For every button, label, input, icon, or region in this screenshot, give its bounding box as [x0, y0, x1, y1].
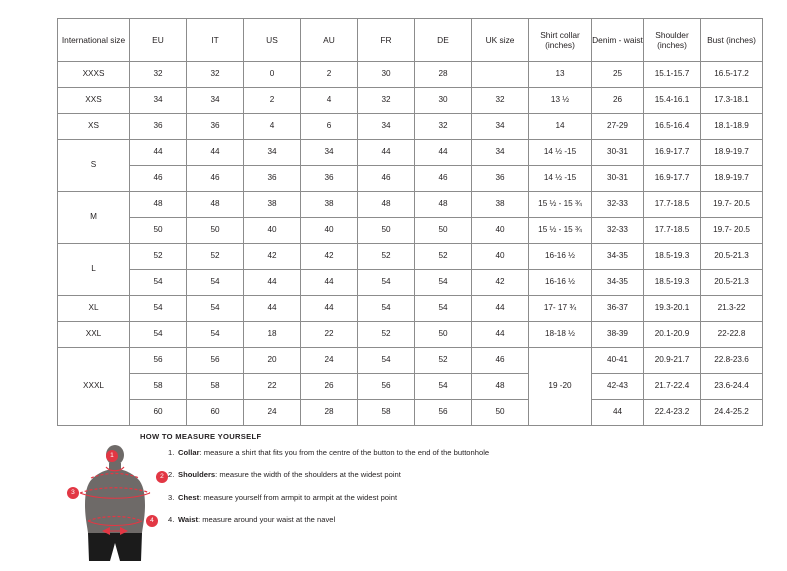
- cell-it: 58: [187, 374, 244, 400]
- cell-denim-waist: 26: [592, 88, 644, 114]
- cell-denim-waist: 34-35: [592, 270, 644, 296]
- column-header-shoulder: Shoulder (inches): [644, 19, 701, 62]
- item-text: : measure around your waist at the navel: [197, 515, 336, 525]
- table-row: [58, 166, 763, 192]
- cell-it: 56: [187, 348, 244, 374]
- cell-it: 54: [187, 322, 244, 348]
- callout-2: 2: [156, 471, 168, 483]
- cell-bust: 18.9-19.7: [701, 140, 763, 166]
- cell-eu: 58: [130, 374, 187, 400]
- cell-shirt-collar: 18-18 ½: [529, 322, 592, 348]
- cell-international-size: M: [58, 192, 130, 244]
- cell-shoulder: 18.5-19.3: [644, 270, 701, 296]
- cell-us: 44: [244, 296, 301, 322]
- cell-eu: 54: [130, 296, 187, 322]
- cell-it: 60: [187, 400, 244, 426]
- cell-denim-waist: 40-41: [592, 348, 644, 374]
- cell-eu: 52: [130, 244, 187, 270]
- cell-shirt-collar: 15 ½ - 15 ¾: [529, 218, 592, 244]
- table-row: [58, 88, 763, 114]
- cell-it: 34: [187, 88, 244, 114]
- cell-denim-waist: 42-43: [592, 374, 644, 400]
- item-number: 3.: [168, 492, 175, 502]
- cell-fr: 30: [358, 62, 415, 88]
- cell-eu: 54: [130, 322, 187, 348]
- list-item: [168, 448, 638, 458]
- cell-eu: 60: [130, 400, 187, 426]
- cell-bust: 22.8-23.6: [701, 348, 763, 374]
- cell-uk-size: 50: [472, 400, 529, 426]
- cell-bust: 20.5-21.3: [701, 244, 763, 270]
- cell-it: 36: [187, 114, 244, 140]
- cell-eu: 54: [130, 270, 187, 296]
- cell-us: 20: [244, 348, 301, 374]
- cell-shoulder: 21.7-22.4: [644, 374, 701, 400]
- cell-fr: 54: [358, 296, 415, 322]
- cell-denim-waist: 32-33: [592, 192, 644, 218]
- cell-shirt-collar: 14: [529, 114, 592, 140]
- cell-bust: 22-22.8: [701, 322, 763, 348]
- cell-fr: 48: [358, 192, 415, 218]
- cell-uk-size: [472, 62, 529, 88]
- cell-shirt-collar: 19 -20: [529, 348, 592, 426]
- cell-denim-waist: 36-37: [592, 296, 644, 322]
- cell-de: 32: [415, 114, 472, 140]
- cell-de: 54: [415, 374, 472, 400]
- cell-de: 52: [415, 244, 472, 270]
- cell-denim-waist: 34-35: [592, 244, 644, 270]
- cell-shoulder: 16.9-17.7: [644, 140, 701, 166]
- column-header-it: IT: [187, 19, 244, 62]
- cell-eu: 36: [130, 114, 187, 140]
- cell-international-size: XL: [58, 296, 130, 322]
- cell-bust: 18.9-19.7: [701, 166, 763, 192]
- list-item: [168, 493, 638, 503]
- list-item: [168, 515, 638, 525]
- cell-fr: 58: [358, 400, 415, 426]
- callout-4: 4: [146, 515, 158, 527]
- cell-bust: 16.5-17.2: [701, 62, 763, 88]
- cell-fr: 46: [358, 166, 415, 192]
- cell-fr: 54: [358, 270, 415, 296]
- cell-de: 50: [415, 218, 472, 244]
- item-number: 2.: [168, 470, 175, 480]
- cell-international-size: XXXS: [58, 62, 130, 88]
- item-number: 1.: [168, 448, 175, 457]
- cell-shoulder: 18.5-19.3: [644, 244, 701, 270]
- cell-bust: 20.5-21.3: [701, 270, 763, 296]
- cell-fr: 44: [358, 140, 415, 166]
- cell-au: 44: [301, 270, 358, 296]
- cell-de: 54: [415, 270, 472, 296]
- cell-shirt-collar: 13: [529, 62, 592, 88]
- cell-de: 30: [415, 88, 472, 114]
- cell-us: 44: [244, 270, 301, 296]
- cell-uk-size: 34: [472, 140, 529, 166]
- cell-bust: 18.1-18.9: [701, 114, 763, 140]
- item-text: : measure the width of the shoulders at the widest point: [215, 470, 401, 480]
- cell-de: 56: [415, 400, 472, 426]
- column-header-fr: FR: [358, 19, 415, 62]
- cell-shoulder: 20.9-21.7: [644, 348, 701, 374]
- cell-au: 38: [301, 192, 358, 218]
- item-text: : measure yourself from armpit to armpit at the widest point: [199, 492, 398, 502]
- cell-denim-waist: 27-29: [592, 114, 644, 140]
- cell-us: 4: [244, 114, 301, 140]
- table-row: [58, 270, 763, 296]
- cell-eu: 34: [130, 88, 187, 114]
- cell-denim-waist: 38-39: [592, 322, 644, 348]
- cell-it: 50: [187, 218, 244, 244]
- cell-de: 48: [415, 192, 472, 218]
- item-text: : measure a shirt that fits you from the centre of the button to the end of the buttonhole: [199, 448, 490, 457]
- cell-au: 34: [301, 140, 358, 166]
- cell-international-size: S: [58, 140, 130, 192]
- measurement-figure: [60, 443, 170, 566]
- column-header-shirt-collar: Shirt collar (inches): [529, 19, 592, 62]
- cell-bust: 19.7- 20.5: [701, 218, 763, 244]
- column-header-eu: EU: [130, 19, 187, 62]
- cell-fr: 52: [358, 322, 415, 348]
- cell-eu: 50: [130, 218, 187, 244]
- table-row: [58, 140, 763, 166]
- cell-uk-size: 48: [472, 374, 529, 400]
- cell-shoulder: 22.4-23.2: [644, 400, 701, 426]
- cell-fr: 54: [358, 348, 415, 374]
- cell-denim-waist: 44: [592, 400, 644, 426]
- cell-shirt-collar: 13 ½: [529, 88, 592, 114]
- column-header-international-size: International size: [58, 19, 130, 62]
- cell-au: 2: [301, 62, 358, 88]
- callout-1: 1: [106, 450, 118, 462]
- table-row: [58, 62, 763, 88]
- cell-shoulder: 19.3-20.1: [644, 296, 701, 322]
- cell-shirt-collar: 17- 17 ¾: [529, 296, 592, 322]
- cell-us: 38: [244, 192, 301, 218]
- cell-shirt-collar: 16-16 ½: [529, 244, 592, 270]
- cell-us: 22: [244, 374, 301, 400]
- table-header-row: [58, 19, 763, 62]
- list-item: [168, 470, 638, 480]
- cell-us: 34: [244, 140, 301, 166]
- table-row: [58, 218, 763, 244]
- column-header-au: AU: [301, 19, 358, 62]
- cell-shoulder: 16.9-17.7: [644, 166, 701, 192]
- cell-shoulder: 20.1-20.9: [644, 322, 701, 348]
- cell-eu: 56: [130, 348, 187, 374]
- cell-us: 36: [244, 166, 301, 192]
- cell-au: 44: [301, 296, 358, 322]
- cell-au: 24: [301, 348, 358, 374]
- table-row: [58, 348, 763, 374]
- cell-au: 36: [301, 166, 358, 192]
- cell-us: 18: [244, 322, 301, 348]
- column-header-bust: Bust (inches): [701, 19, 763, 62]
- cell-us: 24: [244, 400, 301, 426]
- cell-shoulder: 16.5-16.4: [644, 114, 701, 140]
- cell-uk-size: 36: [472, 166, 529, 192]
- cell-it: 52: [187, 244, 244, 270]
- cell-bust: 23.6-24.4: [701, 374, 763, 400]
- item-number: 4.: [168, 515, 175, 525]
- cell-fr: 52: [358, 244, 415, 270]
- cell-denim-waist: 30-31: [592, 166, 644, 192]
- cell-us: 42: [244, 244, 301, 270]
- cell-shirt-collar: 15 ½ - 15 ¾: [529, 192, 592, 218]
- cell-it: 46: [187, 166, 244, 192]
- cell-bust: 17.3-18.1: [701, 88, 763, 114]
- item-term: Shoulders: [178, 470, 216, 480]
- cell-uk-size: 44: [472, 296, 529, 322]
- cell-it: 54: [187, 296, 244, 322]
- cell-it: 44: [187, 140, 244, 166]
- cell-uk-size: 38: [472, 192, 529, 218]
- cell-uk-size: 40: [472, 244, 529, 270]
- cell-uk-size: 44: [472, 322, 529, 348]
- cell-us: 40: [244, 218, 301, 244]
- table-row: [58, 400, 763, 426]
- cell-us: 2: [244, 88, 301, 114]
- cell-denim-waist: 32-33: [592, 218, 644, 244]
- cell-international-size: XXXL: [58, 348, 130, 426]
- column-header-de: DE: [415, 19, 472, 62]
- measure-instructions-list: [168, 448, 638, 537]
- cell-uk-size: 40: [472, 218, 529, 244]
- table-row: [58, 192, 763, 218]
- cell-shoulder: 15.4-16.1: [644, 88, 701, 114]
- cell-de: 50: [415, 322, 472, 348]
- cell-fr: 34: [358, 114, 415, 140]
- cell-shoulder: 15.1-15.7: [644, 62, 701, 88]
- cell-au: 22: [301, 322, 358, 348]
- cell-eu: 48: [130, 192, 187, 218]
- callout-3: 3: [67, 487, 79, 499]
- cell-eu: 46: [130, 166, 187, 192]
- cell-fr: 56: [358, 374, 415, 400]
- table-row: [58, 296, 763, 322]
- cell-de: 28: [415, 62, 472, 88]
- cell-eu: 44: [130, 140, 187, 166]
- column-header-denim-waist: Denim - waist: [592, 19, 644, 62]
- cell-bust: 19.7- 20.5: [701, 192, 763, 218]
- cell-au: 42: [301, 244, 358, 270]
- column-header-uk-size: UK size: [472, 19, 529, 62]
- cell-de: 46: [415, 166, 472, 192]
- cell-au: 6: [301, 114, 358, 140]
- cell-fr: 32: [358, 88, 415, 114]
- size-chart-table: [57, 18, 763, 426]
- cell-international-size: XXL: [58, 322, 130, 348]
- how-to-measure-title: HOW TO MEASURE YOURSELF: [140, 432, 262, 441]
- cell-au: 40: [301, 218, 358, 244]
- cell-shirt-collar: 16-16 ½: [529, 270, 592, 296]
- cell-denim-waist: 30-31: [592, 140, 644, 166]
- cell-au: 4: [301, 88, 358, 114]
- cell-uk-size: 34: [472, 114, 529, 140]
- cell-eu: 32: [130, 62, 187, 88]
- cell-denim-waist: 25: [592, 62, 644, 88]
- cell-au: 28: [301, 400, 358, 426]
- cell-shoulder: 17.7-18.5: [644, 192, 701, 218]
- cell-bust: 21.3-22: [701, 296, 763, 322]
- table-row: [58, 374, 763, 400]
- cell-uk-size: 42: [472, 270, 529, 296]
- cell-it: 48: [187, 192, 244, 218]
- column-header-us: US: [244, 19, 301, 62]
- cell-de: 54: [415, 296, 472, 322]
- table-row: [58, 244, 763, 270]
- cell-shirt-collar: 14 ½ -15: [529, 166, 592, 192]
- cell-uk-size: 32: [472, 88, 529, 114]
- cell-au: 26: [301, 374, 358, 400]
- cell-uk-size: 46: [472, 348, 529, 374]
- cell-it: 32: [187, 62, 244, 88]
- cell-it: 54: [187, 270, 244, 296]
- cell-bust: 24.4-25.2: [701, 400, 763, 426]
- item-term: Collar: [178, 448, 200, 457]
- item-term: Chest: [178, 492, 200, 502]
- cell-de: 52: [415, 348, 472, 374]
- table-row: [58, 322, 763, 348]
- cell-fr: 50: [358, 218, 415, 244]
- cell-international-size: L: [58, 244, 130, 296]
- table-row: [58, 114, 763, 140]
- torso-illustration: [60, 443, 170, 566]
- cell-de: 44: [415, 140, 472, 166]
- item-term: Waist: [178, 515, 198, 525]
- cell-us: 0: [244, 62, 301, 88]
- cell-international-size: XS: [58, 114, 130, 140]
- cell-shoulder: 17.7-18.5: [644, 218, 701, 244]
- cell-shirt-collar: 14 ½ -15: [529, 140, 592, 166]
- cell-international-size: XXS: [58, 88, 130, 114]
